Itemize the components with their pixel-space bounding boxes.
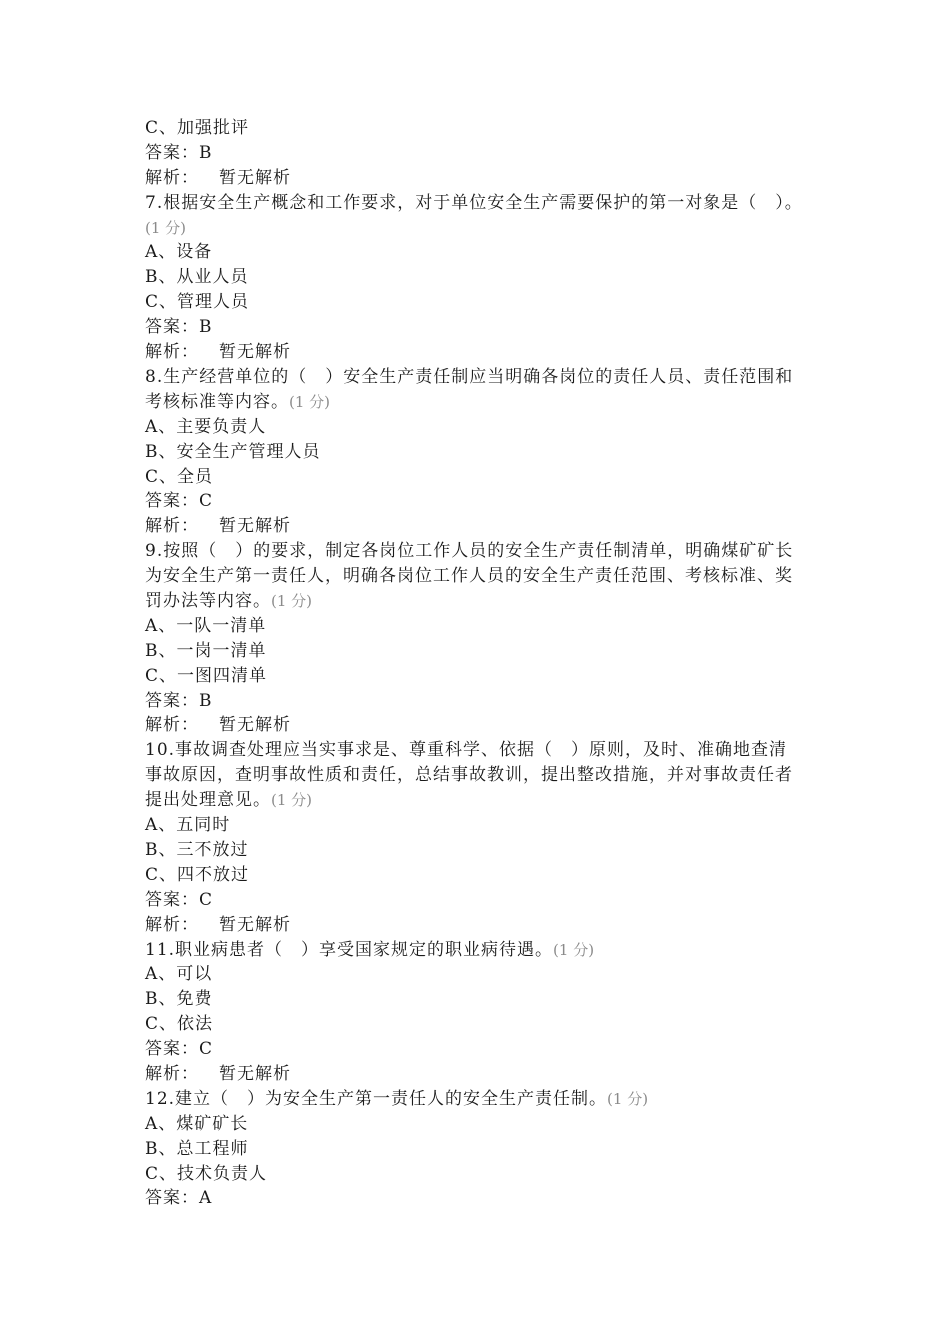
analysis-line [145,713,805,738]
analysis-label: 解析： [145,1064,199,1085]
option-c: C、全员 [145,466,214,487]
question-11 [145,938,805,1087]
question-score: (1 分) [145,218,187,237]
question-score: (1 分) [271,592,313,611]
question-text: 9.按照（ ）的要求，制定各岗位工作人员的安全生产责任制清单，明确煤矿矿长为安全生产第一责任人，明确各岗位工作人员的安全生产责任范围、考核标准、奖罚办法等内容。(1 分) [145,541,794,612]
option-c: C、依法 [145,1014,214,1035]
option-a: A、可以 [145,964,213,985]
document-page [145,116,805,1211]
answer-value: C [199,889,214,910]
analysis-label: 解析： [145,516,199,537]
answer-line [145,689,805,714]
answer-value: B [199,317,213,338]
question-text: 11.职业病患者（ ）享受国家规定的职业病待遇。(1 分) [145,939,595,960]
option-c: C、管理人员 [145,292,250,313]
question-score: (1 分) [607,1089,649,1108]
question-10 [145,738,805,937]
question-12 [145,1087,805,1211]
question-text: 10.事故调查处理应当实事求是、尊重科学、依据（ ）原则，及时、准确地查清事故原因，查明事故性质和责任，总结事故教训，提出整改措施，并对事故责任者提出处理意见。(1 分) [145,740,793,811]
answer-value: A [199,1188,213,1209]
answer-line [145,141,805,166]
analysis-line [145,514,805,539]
option-c: C、技术负责人 [145,1163,268,1184]
option-a: A、主要负责人 [145,416,267,437]
answer-value: C [199,491,214,512]
option-a: A、设备 [145,242,213,263]
answer-label: 答案： [145,491,199,512]
answer-line [145,315,805,340]
answer-value: B [199,690,213,711]
answer-line [145,1186,805,1211]
answer-label: 答案： [145,1039,199,1060]
option-b: B、免费 [145,989,213,1010]
analysis-line [145,913,805,938]
answer-label: 答案： [145,317,199,338]
answer-label: 答案： [145,1188,199,1209]
answer-value: B [199,142,213,163]
question-score: (1 分) [289,392,331,411]
analysis-value: 暂无解析 [219,167,291,188]
question-score: (1 分) [553,940,595,959]
analysis-line [145,1062,805,1087]
question-text: 8.生产经营单位的（ ）安全生产责任制应当明确各岗位的责任人员、责任范围和考核标准等内容。(1 分) [145,366,794,412]
analysis-label: 解析： [145,342,199,363]
option-a: A、煤矿矿长 [145,1113,249,1134]
analysis-line [145,340,805,365]
answer-line [145,489,805,514]
answer-label: 答案： [145,142,199,163]
answer-line [145,1037,805,1062]
option-c: C、一图四清单 [145,665,268,686]
analysis-label: 解析： [145,715,199,736]
option-b: B、一岗一清单 [145,640,267,661]
analysis-value: 暂无解析 [219,914,291,935]
answer-label: 答案： [145,690,199,711]
analysis-value: 暂无解析 [219,342,291,363]
question-9 [145,539,805,738]
prev-question [145,116,805,191]
answer-label: 答案： [145,889,199,910]
question-7 [145,191,805,365]
analysis-line [145,166,805,191]
option-b: B、安全生产管理人员 [145,441,321,462]
option-b: B、总工程师 [145,1138,249,1159]
option-c: C、四不放过 [145,864,250,885]
option-a: A、五同时 [145,815,231,836]
option-b: B、从业人员 [145,267,249,288]
answer-line [145,888,805,913]
question-score: (1 分) [271,791,313,810]
question-8 [145,365,805,539]
option-c: C、加强批评 [145,118,250,138]
question-text: 7.根据安全生产概念和工作要求，对于单位安全生产需要保护的第一对象是（ ）。(1 分) [145,192,803,237]
analysis-value: 暂无解析 [219,715,291,736]
question-text: 12.建立（ ）为安全生产第一责任人的安全生产责任制。(1 分) [145,1088,649,1109]
option-b: B、三不放过 [145,839,249,860]
analysis-label: 解析： [145,167,199,188]
analysis-label: 解析： [145,914,199,935]
answer-value: C [199,1039,214,1060]
option-a: A、一队一清单 [145,615,267,636]
analysis-value: 暂无解析 [219,516,291,537]
analysis-value: 暂无解析 [219,1064,291,1085]
